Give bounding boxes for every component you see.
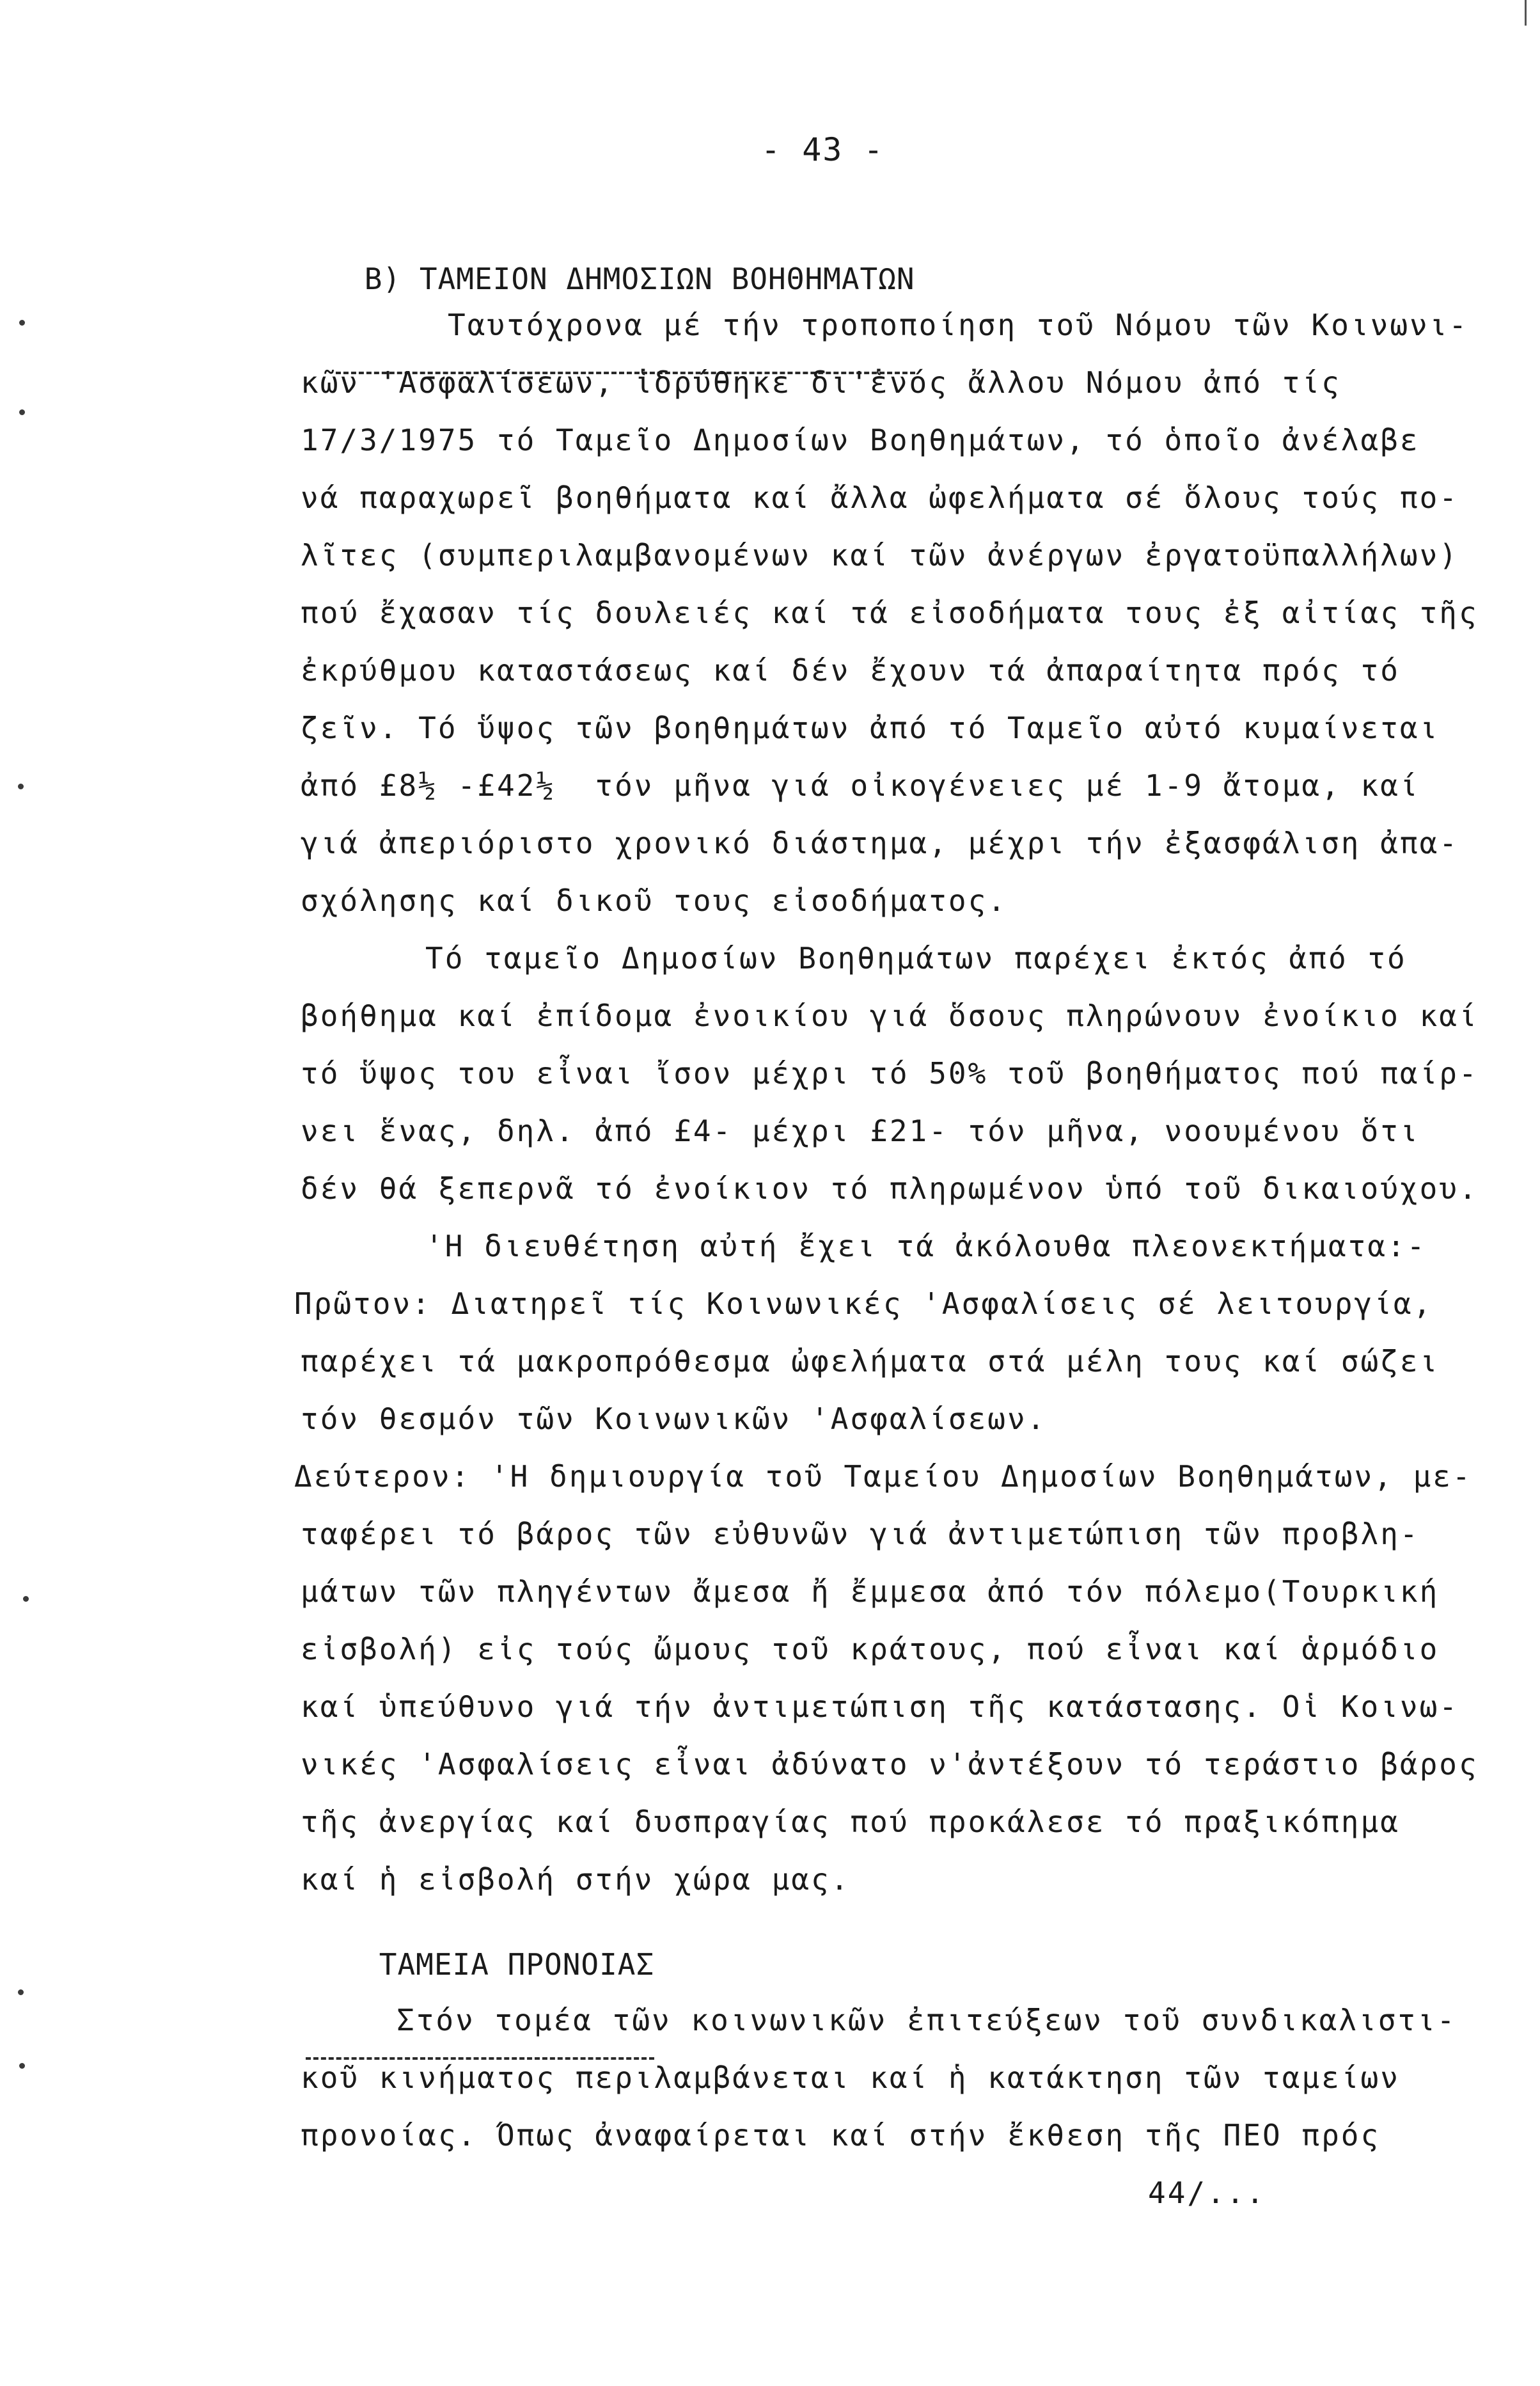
- section-b-heading: [291, 227, 915, 365]
- text-line: καί ὑπεύθυνο γιά τήν ἀντιμετώπιση τῆς κατάστασης. Οἱ Κοινω-: [301, 1689, 1459, 1724]
- heading-underline: [306, 2057, 654, 2060]
- text-line: πού ἔχασαν τίς δουλειές καί τά εἰσοδήματα τους ἐξ αἰτίας τῆς: [301, 596, 1479, 630]
- text-line: τόν θεσμόν τῶν Κοινωνικῶν 'Ασφαλίσεων.: [301, 1402, 1047, 1436]
- text-line: κῶν 'Ασφαλίσεων, ἱδρύθηκε δι'ἑνός ἄλλου Νόμου ἀπό τίς: [301, 365, 1341, 400]
- text-line: Ταυτόχρονα μέ τήν τροποποίηση τοῦ Νόμου τῶν Κοινωνι-: [448, 308, 1469, 342]
- text-line: νά παραχωρεῖ βοηθήματα καί ἄλλα ὠφελήματα σέ ὅλους τούς πο-: [301, 480, 1459, 515]
- text-line: Τό ταμεῖο Δημοσίων Βοηθημάτων παρέχει ἐκτός ἀπό τό: [425, 941, 1407, 976]
- text-line: δέν θά ξεπερνᾶ τό ἐνοίκιον τό πληρωμένον ὑπό τοῦ δικαιούχου.: [301, 1171, 1479, 1206]
- binding-hole-mark: [18, 1989, 24, 1995]
- binding-hole-mark: [19, 2063, 25, 2069]
- text-line: Στόν τομέα τῶν κοινωνικῶν ἐπιτεύξεων τοῦ συνδικαλιστι-: [397, 2003, 1457, 2037]
- continuation-marker: 44/...: [1148, 2176, 1266, 2210]
- text-line: Πρῶτον: Διατηρεῖ τίς Κοινωνικές 'Ασφαλίσεις σέ λειτουργία,: [294, 1286, 1433, 1321]
- text-line: λῖτες (συμπεριλαμβανομένων καί τῶν ἀνέργων ἐργατοϋπαλλήλων): [301, 538, 1459, 573]
- text-line: προνοίας. Όπως ἀναφαίρεται καί στήν ἔκθεση τῆς ΠΕΟ πρός: [301, 2118, 1381, 2153]
- text-line: νει ἕνας, δηλ. ἀπό £4- μέχρι £21- τόν μῆνα, νοουμένου ὅτι: [301, 1114, 1420, 1148]
- text-line: σχόλησης καί δικοῦ τους εἰσοδήματος.: [301, 883, 1007, 918]
- section-c-heading-text: ΤΑΜΕΙΑ ΠΡΟΝΟΙΑΣ: [379, 1947, 655, 1982]
- text-line: γιά ἀπεριόριστο χρονικό διάστημα, μέχρι τήν ἐξασφάλιση ἀπα-: [301, 826, 1459, 860]
- section-b-heading-text: Β) ΤΑΜΕΙΟΝ ΔΗΜΟΣΙΩΝ ΒΟΗΘΗΜΑΤΩΝ: [364, 262, 915, 296]
- binding-hole-mark: [19, 409, 25, 415]
- text-line: 17/3/1975 τό Ταμεῖο Δημοσίων Βοηθημάτων, τό ὁποῖο ἀνέλαβε: [301, 423, 1420, 457]
- text-line: 'Η διευθέτηση αὐτή ἔχει τά ἀκόλουθα πλεονεκτήματα:-: [425, 1229, 1427, 1263]
- text-line: παρέχει τά μακροπρόθεσμα ὠφελήματα στά μέλη τους καί σώζει: [301, 1344, 1440, 1379]
- text-line: μάτων τῶν πληγέντων ἄμεσα ἤ ἔμμεσα ἀπό τόν πόλεμο(Τουρκική: [301, 1574, 1440, 1609]
- binding-hole-mark: [18, 784, 24, 789]
- page-number: - 43 -: [761, 131, 884, 168]
- text-line: Δεύτερον: 'Η δημιουργία τοῦ Ταμείου Δημοσίων Βοηθημάτων, με-: [294, 1459, 1472, 1494]
- text-line: βοήθημα καί ἐπίδομα ἐνοικίου γιά ὅσους πληρώνουν ἐνοίκιο καί: [301, 999, 1479, 1033]
- text-line: ταφέρει τό βάρος τῶν εὐθυνῶν γιά ἀντιμετώπιση τῶν προβλη-: [301, 1517, 1420, 1551]
- text-line: κοῦ κινήματος περιλαμβάνεται καί ἡ κατάκτηση τῶν ταμείων: [301, 2060, 1400, 2095]
- text-line: νικές 'Ασφαλίσεις εἶναι ἀδύνατο ν'ἀντέξουν τό τεράστιο βάρος: [301, 1747, 1479, 1782]
- text-line: ἀπό £8½ -£42½ τόν μῆνα γιά οἰκογένειες μέ 1-9 ἄτομα, καί: [301, 768, 1420, 803]
- text-line: εἰσβολή) εἰς τούς ὤμους τοῦ κράτους, πού εἶναι καί ἁρμόδιο: [301, 1632, 1440, 1666]
- text-line: ζεῖν. Τό ὕψος τῶν βοηθημάτων ἀπό τό Ταμεῖο αὐτό κυμαίνεται: [301, 711, 1440, 745]
- page-edge-mark: [1525, 0, 1527, 26]
- binding-hole-mark: [19, 320, 25, 326]
- text-line: ἐκρύθμου καταστάσεως καί δέν ἔχουν τά ἀπαραίτητα πρός τό: [301, 653, 1400, 688]
- text-line: καί ἡ εἰσβολή στήν χώρα μας.: [301, 1862, 851, 1897]
- binding-hole-mark: [23, 1596, 29, 1602]
- text-line: τῆς ἀνεργίας καί δυσπραγίας πού προκάλεσε τό πραξικόπημα: [301, 1805, 1400, 1839]
- text-line: τό ὕψος του εἶναι ἴσον μέχρι τό 50% τοῦ βοηθήματος πού παίρ-: [301, 1056, 1479, 1091]
